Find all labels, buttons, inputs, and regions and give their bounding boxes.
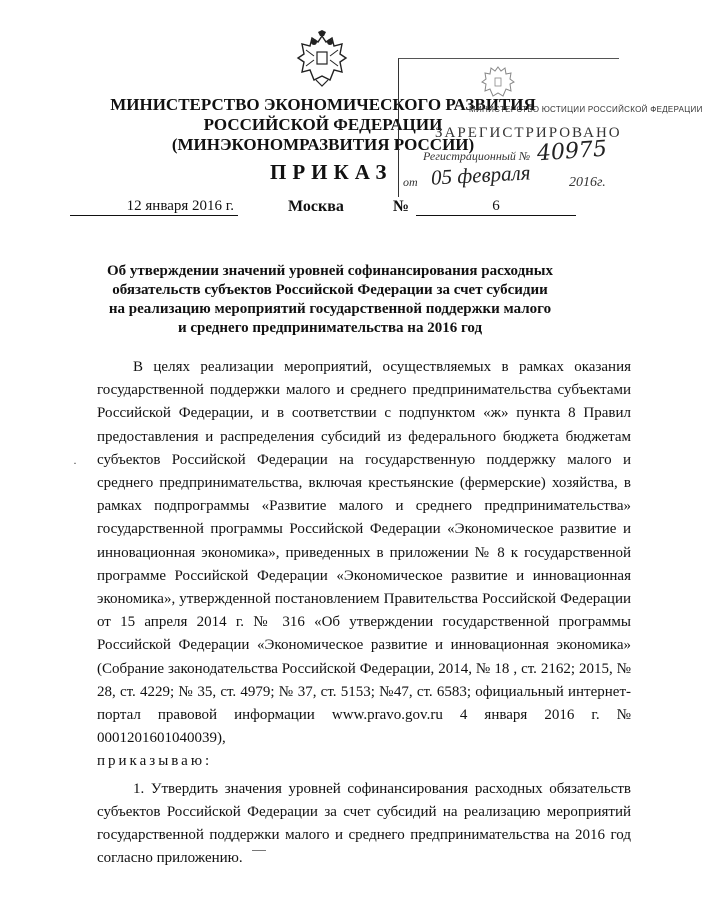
document-title-line4: и среднего предпринимательства на 2016 год [177,320,483,336]
item-1-paragraph: 1. Утвердить значения уровней софинансирования расходных обязательств субъектов Российской Федерации за счет субсидий на реализацию мероприятий государственной поддержки малого и среднего предпринимательства на 2016 год согласно приложению. [97,780,631,867]
ministry-name-line2: РОССИЙСКОЙ ФЕДЕРАЦИИ [203,115,443,134]
state-emblem-icon [296,30,348,88]
ministry-name-line1: МИНИСТЕРСТВО ЭКОНОМИЧЕСКОГО РАЗВИТИЯ [110,95,536,114]
stamp-registered-label: ЗАРЕГИСТРИРОВАНО [435,125,622,141]
stamp-ministry-name: МИНИСТЕРСТВО ЮСТИЦИИ РОССИЙСКОЙ ФЕДЕРАЦИИ [469,105,703,114]
order-date: 12 января 2016 г. [70,198,238,216]
order-number: 6 [416,198,576,216]
document-title-line3: на реализацию мероприятий государственной поддержки малого [108,301,552,317]
ministry-short-name: (МИНЭКОНОМРАЗВИТИЯ РОССИИ) [171,135,475,154]
registration-stamp [398,58,703,197]
order-city: Москва [288,198,344,215]
document-title-line2: обязательств субъектов Российской Федерации за счет субсидии [112,282,548,298]
stamp-reg-number-label: Регистрационный № [423,149,531,163]
order-word-paragraph [97,750,631,773]
document-body [97,356,631,870]
margin-mark: · [73,456,77,470]
stamp-reg-number: 40975 [536,136,608,167]
stamp-from-label: от [403,175,418,189]
stamp-emblem-icon [481,63,515,101]
order-number-label: № [393,198,410,215]
stamp-year: 2016г. [569,175,606,190]
document-title-line1: Об утверждении значений уровней софинансирования расходных [106,263,554,279]
stamp-from-date: 05 февраля [430,160,532,190]
preamble-paragraph: В целях реализации мероприятий, осуществляемых в рамках оказания государственной поддержки малого и среднего предпринимательства субъектами Российской Федерации, и в соответствии с подпунктом «ж» пункта 8 Правил предоставления и распределения субсидий из федерального бюджета бюджетам субъектов Российской Федерации на государственную поддержку малого и среднего предпринимательства, включая крестьянские (фермерские) хозяйства, в рамках подпрограммы «Развитие малого и среднего предпринимательства» государственной программы Российской Федерации «Экономическое развитие и инновационная экономика», приведенных в приложении № 8 к государственной программе Российской Федерации «Экономическое развитие и инновационная экономика», утвержденной постановлением Правительства Российской Федерации от 15 апреля 2014 г. № 316 «Об утверждении государственной программы Российской Федерации «Экономическое развитие и инновационная экономика» (Собрание законодательства Российской Федерации, 2014, № 18 , ст. 2162; 2015, № 28, ст. 4229; № 35, ст. 4979; № 37, ст. 5153; №47, ст. 6583; официальный интернет-портал правовой информации www.pravo.gov.ru 4 января 2016 г. № 0001201601040039), [97,359,631,747]
document-title [80,262,580,338]
order-word: приказываю: [97,753,213,770]
footer-mark [252,850,266,851]
order-title: ПРИКАЗ [270,160,393,184]
